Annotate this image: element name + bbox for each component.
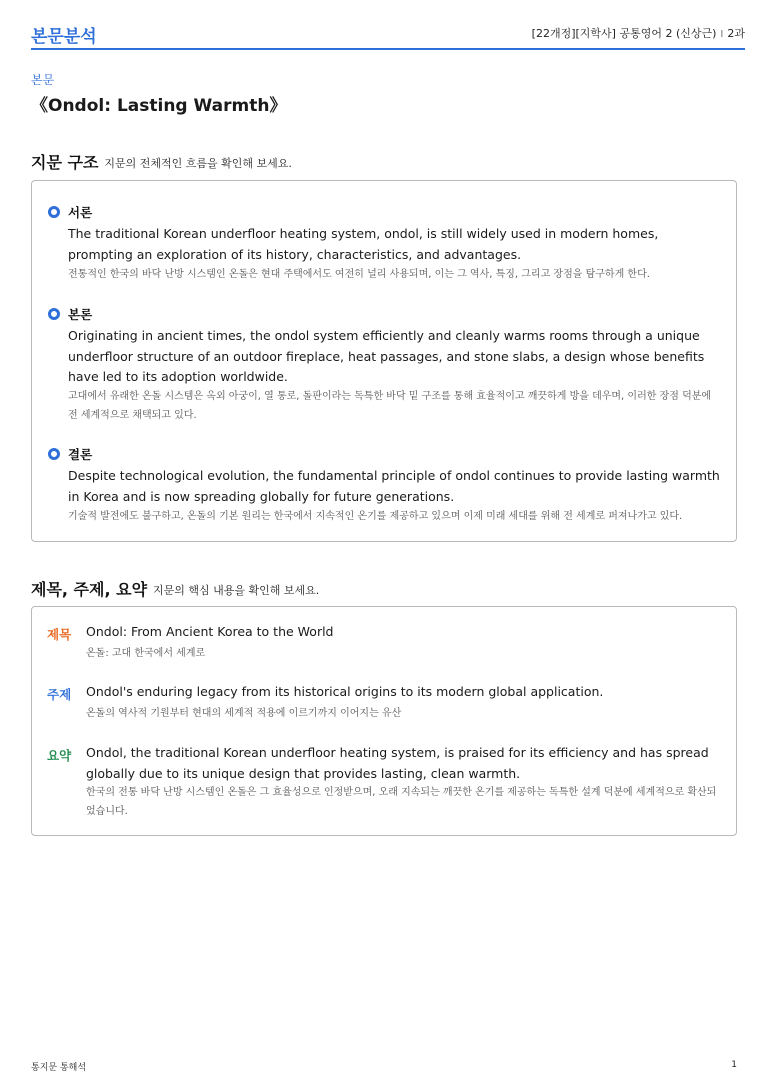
summary-heading-text: 제목, 주제, 요약: [31, 580, 148, 599]
topic-english: Ondol's enduring legacy from its historical origins to its modern global application.: [86, 684, 604, 699]
course-name: [22개정][지학사] 공통영어 2 (신상근): [531, 27, 717, 40]
document-title: 《Ondol: Lasting Warmth》: [31, 96, 287, 116]
structure-item-korean: 기술적 발전에도 불구하고, 온돌의 기본 원리는 한국에서 지속적인 온기를 제공하고 있으며 이제 미래 세대를 위해 전 세계로 퍼져나가고 있다.: [68, 511, 683, 522]
structure-heading-text: 지문 구조: [31, 153, 99, 172]
circle-bullet-icon: [48, 206, 60, 218]
structure-heading: [31, 150, 292, 173]
title-korean: 온돌: 고대 한국에서 세계로: [86, 648, 206, 659]
tag-title: 제목: [47, 627, 72, 642]
topic-korean: 온돌의 역사적 기원부터 현대의 세계적 적용에 이르기까지 이어지는 유산: [86, 708, 402, 719]
summary-hint: 지문의 핵심 내용을 확인해 보세요.: [153, 584, 320, 597]
circle-bullet-icon: [48, 448, 60, 460]
summary-korean: 한국의 전통 바닥 난방 시스템인 온돌은 그 효율성으로 인정받으며, 오래 지속되는 깨끗한 온기를 제공하는 독특한 설계 덕분에 세계적으로 확산되었습니다.: [86, 787, 717, 817]
summary-box: [31, 606, 737, 836]
header-title: 본문분석: [31, 27, 97, 47]
structure-item-english: Despite technological evolution, the fundamental principle of ondol continues to provide lasting warmth in Korea and is now spreading globally for future generations.: [68, 468, 720, 504]
tag-topic: 주제: [47, 687, 72, 702]
structure-item-english: The traditional Korean underfloor heating system, ondol, is still widely used in modern homes, prompting an exploration of its history, characteristics, and advantages.: [68, 226, 659, 262]
structure-item-label: 결론: [68, 447, 93, 462]
tag-summary: 요약: [47, 748, 72, 763]
structure-item-korean: 고대에서 유래한 온돌 시스템은 옥외 아궁이, 열 통로, 돌판이라는 독특한 바닥 밑 구조를 통해 효율적이고 깨끗하게 방을 데우며, 이러한 장점 덕분에 전 세계적으로 채택되고 있다.: [68, 391, 712, 421]
lesson-number: 2과: [727, 27, 745, 40]
title-english: Ondol: From Ancient Korea to the World: [86, 624, 334, 639]
page-number: 1: [731, 1060, 737, 1070]
structure-item-label: 본론: [68, 307, 93, 322]
structure-item-label: 서론: [68, 205, 93, 220]
footer-label: 통지문 통해석: [31, 1063, 87, 1073]
structure-hint: 지문의 전체적인 흐름을 확인해 보세요.: [104, 157, 292, 170]
structure-box: [31, 180, 737, 542]
summary-english: Ondol, the traditional Korean underfloor heating system, is praised for its efficiency and has spread globally due to its unique design that provides lasting, clean warmth.: [86, 745, 709, 781]
circle-bullet-icon: [48, 308, 60, 320]
structure-item-english: Originating in ancient times, the ondol system efficiently and cleanly warms rooms through a unique underfloor structure of an outdoor fireplace, heat passages, and stone slabs, a design whose benefits have led to its adoption worldwide.: [68, 328, 705, 384]
header-separator: I: [720, 29, 724, 40]
summary-heading: [31, 577, 319, 600]
header-course-info: [532, 25, 745, 41]
section-label: 본문: [31, 73, 55, 87]
page-header: [31, 20, 745, 50]
structure-item-korean: 전통적인 한국의 바닥 난방 시스템인 온돌은 현대 주택에서도 여전히 널리 사용되며, 이는 그 역사, 특징, 그리고 장점을 탐구하게 한다.: [68, 269, 650, 280]
